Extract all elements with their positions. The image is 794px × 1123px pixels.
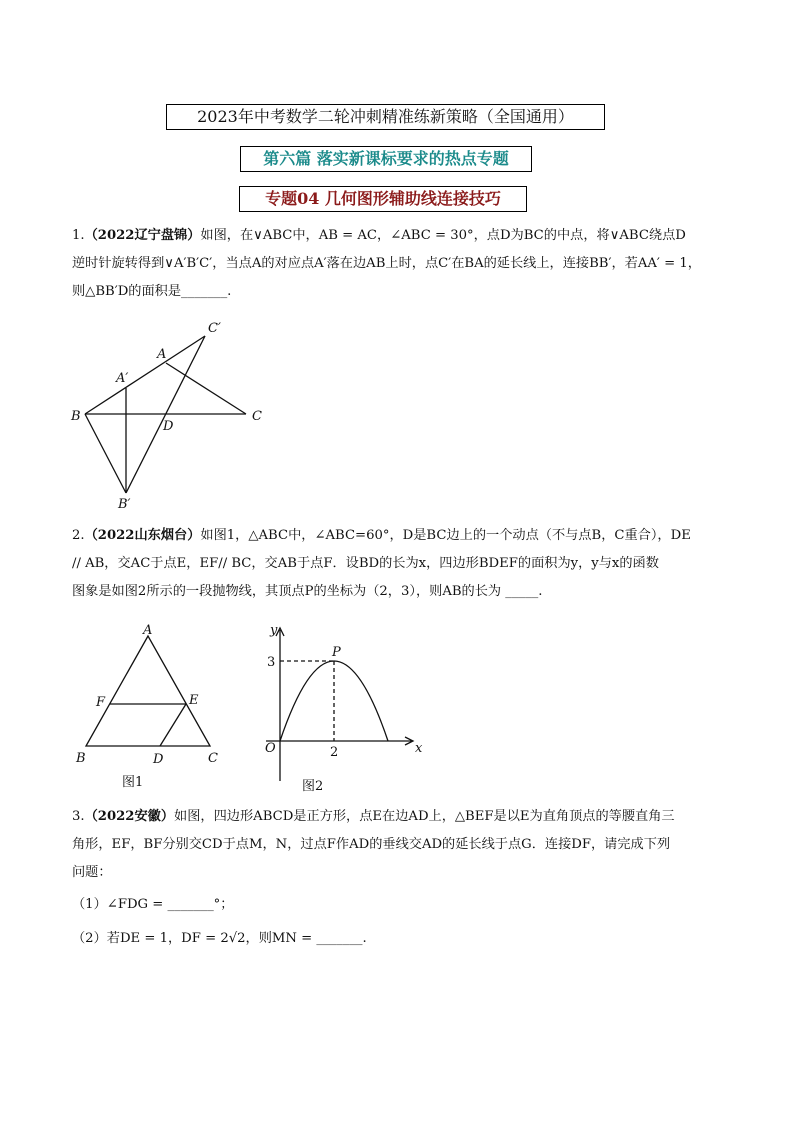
problem-part: （2）若DE = 1，DF = 2√2，则MN = _______.	[72, 931, 367, 946]
figure-label: 2	[330, 745, 339, 760]
figure-rotated-triangle	[66, 315, 276, 520]
figure-label: C′	[208, 321, 221, 336]
problem-1	[72, 222, 727, 306]
figure-label: 3	[267, 655, 276, 670]
figure-label: x	[415, 741, 423, 756]
problem-line: 则△BB′D的面积是_______.	[72, 284, 232, 299]
problem-2	[72, 522, 727, 606]
problem-line: 如图，在∨ABC中，AB = AC，∠ABC = 30°，点D为BC的中点，将∨ABC绕点D	[200, 228, 686, 243]
figure-label: A′	[116, 371, 129, 386]
problem-line: 如图，四边形ABCD是正方形，点E在边AD上，△BEF是以E为直角顶点的等腰直角三	[174, 809, 675, 824]
figure-label: A	[143, 623, 153, 638]
problem-number: 2.	[72, 528, 85, 543]
figure-label: E	[189, 693, 199, 708]
figure-2-parabola-graph	[255, 618, 430, 798]
problem-line: 如图1，△ABC中，∠ABC=60°，D是BC边上的一个动点（不与点B，C重合），DE	[200, 528, 691, 543]
figure-label: B	[71, 409, 81, 424]
figure-caption: 图1	[122, 775, 144, 790]
problem-part: （1）∠FDG = _______°；	[72, 897, 234, 912]
figure-label: B′	[118, 497, 131, 512]
figure-label: C	[208, 751, 218, 766]
problem-number: 1.	[72, 228, 85, 243]
figure-label: O	[265, 741, 276, 756]
problem-line: 角形，EF，BF分别交CD于点M，N，过点F作AD的垂线交AD的延长线于点G．连接DF，请完成下列	[72, 837, 671, 852]
figure-label: C	[252, 409, 262, 424]
figure-label: D	[153, 752, 164, 767]
problem-source: （2022山东烟台）	[84, 528, 201, 543]
problem-line: 逆时针旋转得到∨A′B′C′，当点A的对应点A′落在边AB上时，点C′在BA的延长线上，连接BB′，若AA′ = 1，	[72, 256, 701, 271]
figure-label: A	[157, 347, 167, 362]
part-heading: 第六篇 落实新课标要求的热点专题	[240, 146, 532, 172]
problem-number: 3.	[72, 809, 85, 824]
topic-heading: 专题04 几何图形辅助线连接技巧	[239, 186, 527, 212]
figure-label: F	[96, 695, 106, 710]
problem-source: （2022安徽）	[84, 809, 175, 824]
problem-line: 问题：	[72, 865, 112, 880]
document-title: 2023年中考数学二轮冲刺精准练新策略（全国通用）	[166, 104, 605, 130]
problem-source: （2022辽宁盘锦）	[84, 228, 201, 243]
figure-1-triangle	[70, 618, 230, 793]
figure-label: B	[76, 751, 86, 766]
figure-label: P	[332, 645, 341, 660]
figure-label: y	[270, 623, 278, 638]
figure-caption: 图2	[302, 779, 324, 794]
problem-3	[72, 803, 727, 953]
problem-line: 图象是如图2所示的一段抛物线，其顶点P的坐标为（2，3），则AB的长为 _____.	[72, 584, 543, 599]
problem-line: // AB，交AC于点E，EF// BC，交AB于点F．设BD的长为x，四边形BDEF的面积为y，y与x的函数	[72, 556, 659, 571]
figure-label: D	[163, 419, 174, 434]
